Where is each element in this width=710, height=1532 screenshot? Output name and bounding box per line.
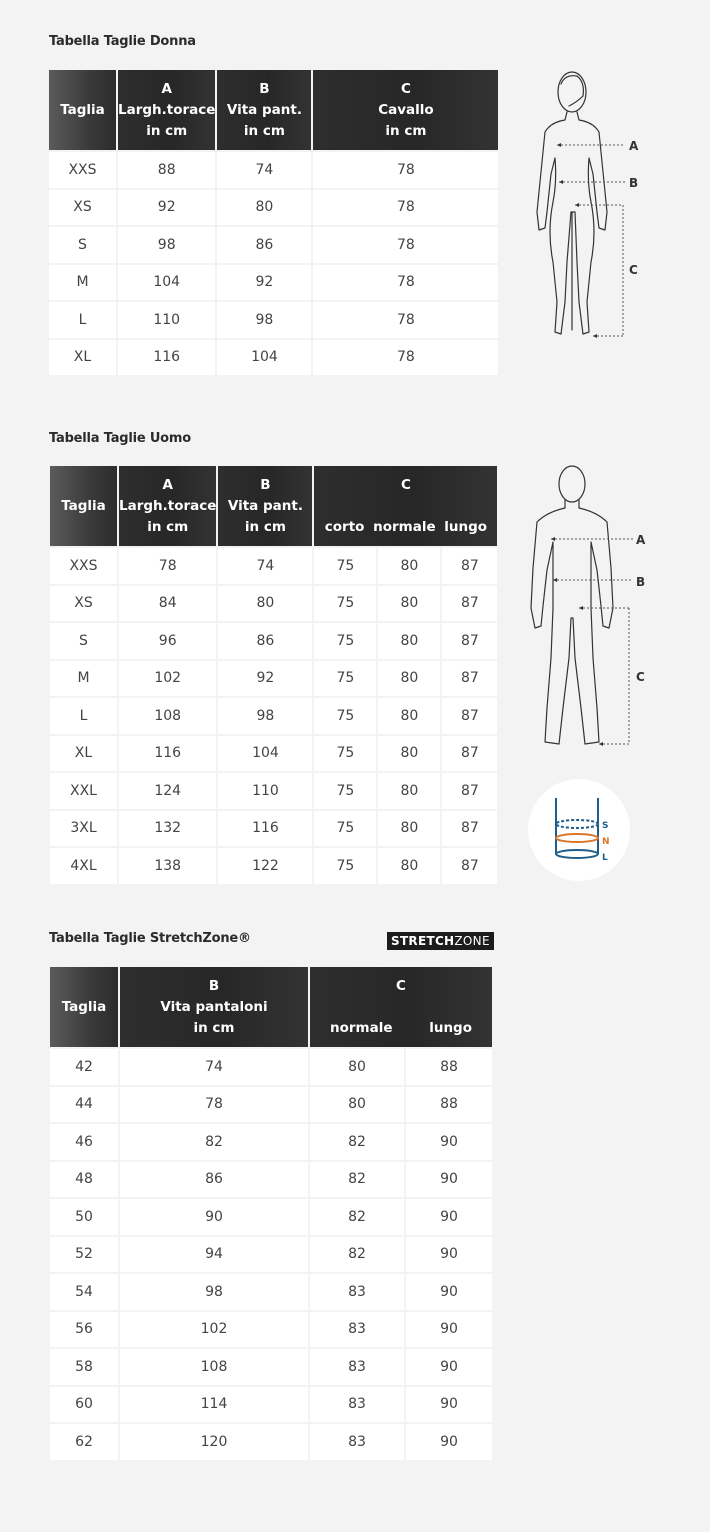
stretch-header-c: C normale lungo bbox=[310, 967, 492, 1047]
uomo-cell: 80 bbox=[378, 848, 440, 884]
stretch-cell: 82 bbox=[310, 1124, 404, 1160]
uomo-cell: 80 bbox=[378, 548, 440, 584]
uomo-cell: 122 bbox=[218, 848, 312, 884]
uomo-cell: 74 bbox=[218, 548, 312, 584]
donna-table-row bbox=[49, 227, 498, 263]
uomo-size-table bbox=[48, 464, 499, 886]
uomo-cell: 75 bbox=[314, 623, 376, 659]
uomo-table-row bbox=[50, 848, 497, 884]
stretch-cell: 80 bbox=[310, 1049, 404, 1085]
stretch-cell: 90 bbox=[120, 1199, 308, 1235]
stretch-header-taglia: Taglia bbox=[50, 967, 118, 1047]
donna-title: Tabella Taglie Donna bbox=[49, 34, 196, 49]
stretch-cell: 48 bbox=[50, 1162, 118, 1198]
donna-table-row bbox=[49, 265, 498, 301]
uomo-table-row bbox=[50, 623, 497, 659]
uomo-cell: 75 bbox=[314, 811, 376, 847]
uomo-cell: 98 bbox=[218, 698, 312, 734]
donna-cell: 78 bbox=[313, 152, 498, 188]
uomo-cell: 80 bbox=[378, 736, 440, 772]
uomo-cell: 80 bbox=[378, 661, 440, 697]
uomo-cell: 87 bbox=[442, 548, 497, 584]
stretch-table-row bbox=[50, 1199, 492, 1235]
female-label-c: C bbox=[629, 263, 638, 277]
uomo-cell: XS bbox=[50, 586, 117, 622]
stretch-cell: 60 bbox=[50, 1387, 118, 1423]
stretch-table-row bbox=[50, 1124, 492, 1160]
donna-cell: L bbox=[49, 302, 116, 338]
donna-cell: 92 bbox=[118, 190, 215, 226]
male-label-a: A bbox=[636, 533, 646, 547]
donna-cell: 98 bbox=[217, 302, 311, 338]
stretch-table-row bbox=[50, 1424, 492, 1460]
stretch-cell: 80 bbox=[310, 1087, 404, 1123]
donna-table-row bbox=[49, 302, 498, 338]
stretch-cell: 83 bbox=[310, 1424, 404, 1460]
waist-label-s: S bbox=[602, 821, 609, 831]
uomo-table-row bbox=[50, 773, 497, 809]
stretch-cell: 54 bbox=[50, 1274, 118, 1310]
stretch-cell: 82 bbox=[120, 1124, 308, 1160]
stretch-cell: 74 bbox=[120, 1049, 308, 1085]
uomo-cell: 104 bbox=[218, 736, 312, 772]
stretch-table-row bbox=[50, 1349, 492, 1385]
stretch-cell: 50 bbox=[50, 1199, 118, 1235]
stretch-cell: 90 bbox=[406, 1199, 492, 1235]
donna-cell: 110 bbox=[118, 302, 215, 338]
uomo-cell: 80 bbox=[378, 811, 440, 847]
stretch-cell: 108 bbox=[120, 1349, 308, 1385]
donna-cell: 98 bbox=[118, 227, 215, 263]
stretch-cell: 83 bbox=[310, 1312, 404, 1348]
uomo-cell: L bbox=[50, 698, 117, 734]
uomo-title: Tabella Taglie Uomo bbox=[49, 431, 191, 446]
uomo-table-row bbox=[50, 661, 497, 697]
stretch-cell: 90 bbox=[406, 1162, 492, 1198]
uomo-cell: 80 bbox=[378, 586, 440, 622]
uomo-cell: 87 bbox=[442, 698, 497, 734]
uomo-cell: M bbox=[50, 661, 117, 697]
uomo-cell: XXS bbox=[50, 548, 117, 584]
donna-cell: 88 bbox=[118, 152, 215, 188]
uomo-table-row bbox=[50, 736, 497, 772]
uomo-header-taglia: Taglia bbox=[50, 466, 117, 546]
uomo-table-row bbox=[50, 811, 497, 847]
stretch-table-row bbox=[50, 1162, 492, 1198]
uomo-cell: 138 bbox=[119, 848, 216, 884]
uomo-cell: 80 bbox=[378, 698, 440, 734]
donna-header-b: B Vita pant. in cm bbox=[217, 70, 311, 150]
donna-cell: 86 bbox=[217, 227, 311, 263]
stretch-cell: 62 bbox=[50, 1424, 118, 1460]
donna-cell: 92 bbox=[217, 265, 311, 301]
donna-cell: S bbox=[49, 227, 116, 263]
uomo-header-normale: normale bbox=[373, 518, 436, 535]
waist-label-l: L bbox=[602, 853, 608, 863]
stretch-cell: 90 bbox=[406, 1424, 492, 1460]
stretch-table-row bbox=[50, 1312, 492, 1348]
uomo-cell: 75 bbox=[314, 661, 376, 697]
donna-header-a: A Largh.torace in cm bbox=[118, 70, 215, 150]
uomo-cell: 110 bbox=[218, 773, 312, 809]
uomo-cell: 80 bbox=[218, 586, 312, 622]
stretch-cell: 46 bbox=[50, 1124, 118, 1160]
stretch-header-normale: normale bbox=[330, 1019, 393, 1036]
uomo-cell: 75 bbox=[314, 773, 376, 809]
uomo-table-row bbox=[50, 586, 497, 622]
donna-size-table bbox=[47, 68, 500, 377]
stretch-cell: 78 bbox=[120, 1087, 308, 1123]
uomo-cell: 87 bbox=[442, 586, 497, 622]
uomo-cell: 87 bbox=[442, 661, 497, 697]
uomo-cell: 124 bbox=[119, 773, 216, 809]
stretch-cell: 102 bbox=[120, 1312, 308, 1348]
male-label-b: B bbox=[636, 575, 646, 589]
uomo-cell: 116 bbox=[119, 736, 216, 772]
uomo-table-row bbox=[50, 698, 497, 734]
donna-cell: XXS bbox=[49, 152, 116, 188]
stretch-cell: 90 bbox=[406, 1274, 492, 1310]
stretch-cell: 90 bbox=[406, 1312, 492, 1348]
uomo-cell: 92 bbox=[218, 661, 312, 697]
donna-table-row bbox=[49, 340, 498, 376]
uomo-cell: 80 bbox=[378, 773, 440, 809]
donna-cell: XS bbox=[49, 190, 116, 226]
uomo-cell: 87 bbox=[442, 773, 497, 809]
donna-cell: 78 bbox=[313, 265, 498, 301]
stretch-table-row bbox=[50, 1274, 492, 1310]
uomo-cell: XXL bbox=[50, 773, 117, 809]
female-figure-icon bbox=[525, 62, 655, 347]
uomo-cell: 96 bbox=[119, 623, 216, 659]
uomo-cell: 75 bbox=[314, 586, 376, 622]
uomo-table-row bbox=[50, 548, 497, 584]
uomo-cell: 4XL bbox=[50, 848, 117, 884]
uomo-cell: 75 bbox=[314, 848, 376, 884]
uomo-cell: 102 bbox=[119, 661, 216, 697]
donna-cell: 78 bbox=[313, 340, 498, 376]
uomo-cell: 86 bbox=[218, 623, 312, 659]
stretch-cell: 94 bbox=[120, 1237, 308, 1273]
donna-cell: M bbox=[49, 265, 116, 301]
uomo-cell: 75 bbox=[314, 698, 376, 734]
uomo-cell: 132 bbox=[119, 811, 216, 847]
stretch-cell: 114 bbox=[120, 1387, 308, 1423]
donna-table-row bbox=[49, 190, 498, 226]
stretch-table-row bbox=[50, 1387, 492, 1423]
uomo-header-c: C corto normale lungo bbox=[314, 466, 497, 546]
stretch-cell: 90 bbox=[406, 1349, 492, 1385]
stretch-header-b: B Vita pantaloni in cm bbox=[120, 967, 308, 1047]
donna-cell: XL bbox=[49, 340, 116, 376]
uomo-cell: 87 bbox=[442, 736, 497, 772]
donna-cell: 116 bbox=[118, 340, 215, 376]
stretch-table-row bbox=[50, 1049, 492, 1085]
male-label-c: C bbox=[636, 670, 645, 684]
stretch-cell: 82 bbox=[310, 1237, 404, 1273]
female-label-a: A bbox=[629, 139, 639, 153]
stretch-cell: 42 bbox=[50, 1049, 118, 1085]
uomo-cell: 116 bbox=[218, 811, 312, 847]
stretch-cell: 52 bbox=[50, 1237, 118, 1273]
stretch-cell: 83 bbox=[310, 1349, 404, 1385]
stretch-cell: 44 bbox=[50, 1087, 118, 1123]
stretch-cell: 90 bbox=[406, 1387, 492, 1423]
donna-header-c: C Cavallo in cm bbox=[313, 70, 498, 150]
uomo-cell: 87 bbox=[442, 848, 497, 884]
uomo-cell: 3XL bbox=[50, 811, 117, 847]
donna-cell: 78 bbox=[313, 190, 498, 226]
stretch-table-row bbox=[50, 1237, 492, 1273]
male-figure-icon bbox=[525, 458, 665, 750]
uomo-cell: 108 bbox=[119, 698, 216, 734]
uomo-header-a: A Largh.torace in cm bbox=[119, 466, 216, 546]
stretch-cell: 90 bbox=[406, 1124, 492, 1160]
waist-length-icon bbox=[527, 778, 633, 882]
stretch-header-lungo: lungo bbox=[429, 1019, 472, 1036]
donna-cell: 74 bbox=[217, 152, 311, 188]
uomo-cell: 75 bbox=[314, 548, 376, 584]
stretch-title: Tabella Taglie StretchZone® bbox=[49, 931, 251, 946]
uomo-cell: 87 bbox=[442, 623, 497, 659]
stretch-cell: 120 bbox=[120, 1424, 308, 1460]
uomo-cell: 78 bbox=[119, 548, 216, 584]
donna-header-taglia: Taglia bbox=[49, 70, 116, 150]
uomo-cell: 84 bbox=[119, 586, 216, 622]
uomo-cell: 80 bbox=[378, 623, 440, 659]
stretch-table-row bbox=[50, 1087, 492, 1123]
stretch-cell: 83 bbox=[310, 1387, 404, 1423]
stretch-cell: 82 bbox=[310, 1162, 404, 1198]
uomo-cell: 87 bbox=[442, 811, 497, 847]
donna-cell: 80 bbox=[217, 190, 311, 226]
donna-cell: 78 bbox=[313, 302, 498, 338]
uomo-cell: S bbox=[50, 623, 117, 659]
stretch-cell: 56 bbox=[50, 1312, 118, 1348]
donna-cell: 78 bbox=[313, 227, 498, 263]
stretch-cell: 86 bbox=[120, 1162, 308, 1198]
stretchzone-logo: STRETCHZONE bbox=[387, 932, 494, 950]
stretch-size-table bbox=[48, 965, 494, 1462]
stretch-cell: 83 bbox=[310, 1274, 404, 1310]
stretch-cell: 58 bbox=[50, 1349, 118, 1385]
female-label-b: B bbox=[629, 176, 639, 190]
stretch-cell: 88 bbox=[406, 1087, 492, 1123]
donna-cell: 104 bbox=[217, 340, 311, 376]
stretch-cell: 82 bbox=[310, 1199, 404, 1235]
waist-label-n: N bbox=[602, 837, 610, 847]
stretch-cell: 98 bbox=[120, 1274, 308, 1310]
stretch-cell: 88 bbox=[406, 1049, 492, 1085]
uomo-header-lungo: lungo bbox=[444, 518, 488, 535]
uomo-cell: 75 bbox=[314, 736, 376, 772]
stretch-cell: 90 bbox=[406, 1237, 492, 1273]
uomo-header-corto: corto bbox=[324, 518, 365, 535]
uomo-cell: XL bbox=[50, 736, 117, 772]
donna-cell: 104 bbox=[118, 265, 215, 301]
donna-table-row bbox=[49, 152, 498, 188]
uomo-header-b: B Vita pant. in cm bbox=[218, 466, 312, 546]
